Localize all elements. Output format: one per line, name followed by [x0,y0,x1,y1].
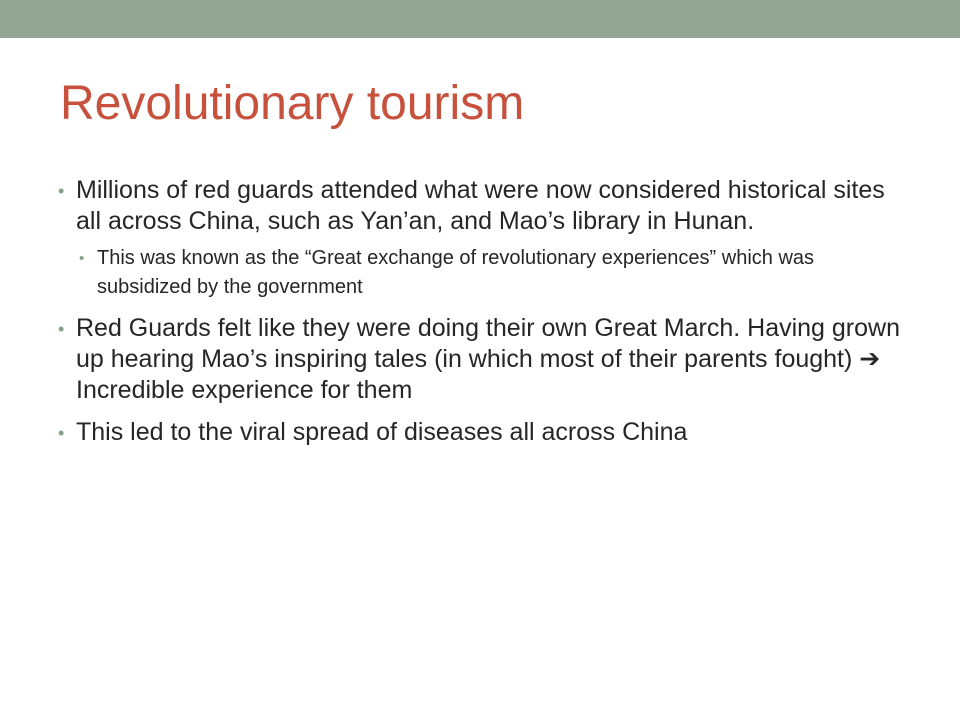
bullet-text-continued: Incredible experience for them [76,376,413,404]
sub-bullet-text: This was known as the “Great exchange of revolutionary experiences” which was subsidized by the government [97,247,815,298]
bullet-text: This led to the viral spread of diseases all across China [76,418,688,446]
sub-bullet-item [76,244,906,302]
arrow-right-icon: ➔ [859,345,881,373]
bullet-item [56,417,906,448]
bullet-marker: • [58,181,65,201]
bullet-text: Millions of red guards attended what were now considered historical sites all across China, such as Yan’an, and Mao’s library in Hunan. [76,176,885,235]
sub-bullet-marker: • [79,250,85,267]
bullet-item [56,313,906,406]
top-accent-bar [0,0,960,38]
bullet-item [56,175,906,302]
slide-body [56,175,906,459]
bullet-marker: • [58,423,65,443]
sub-bullet-list [76,244,906,302]
bullet-list [56,175,906,448]
slide-title: Revolutionary tourism [60,77,525,130]
bullet-marker: • [58,319,65,339]
bullet-text: Red Guards felt like they were doing their own Great March. Having grown up hearing Mao’s inspiring tales (in which most of their parents fought) [76,314,900,373]
